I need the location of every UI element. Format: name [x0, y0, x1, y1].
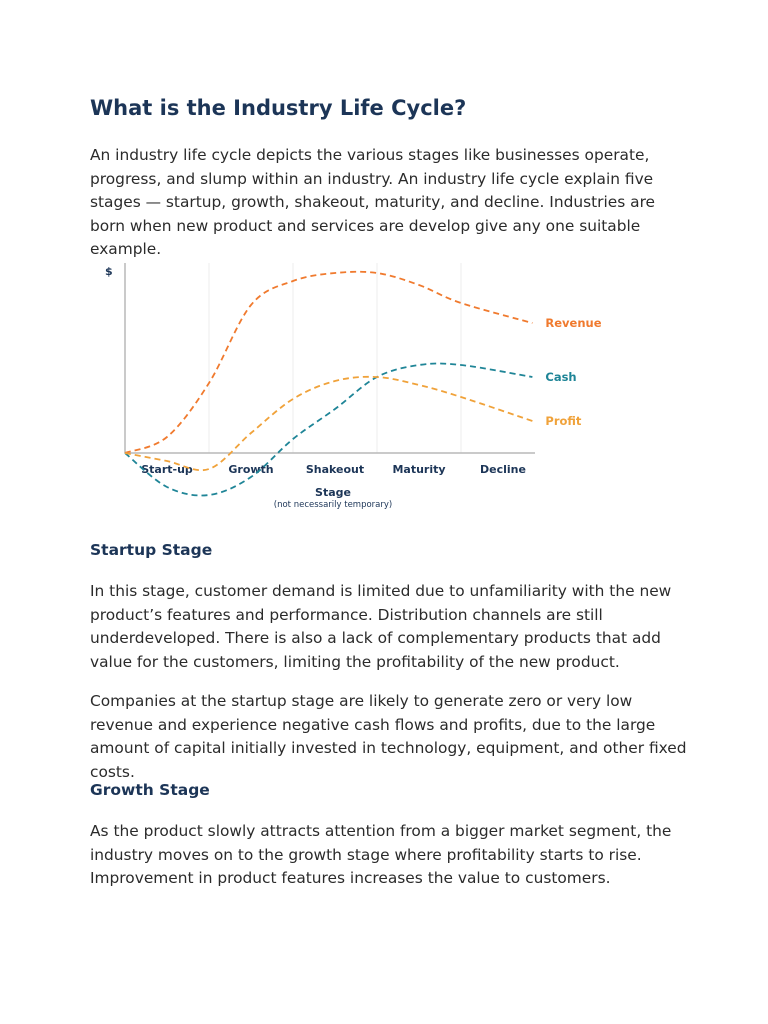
series-label-profit: Profit	[545, 414, 582, 428]
y-axis-label: $	[105, 265, 113, 278]
intro-paragraph: An industry life cycle depicts the various stages like businesses operate, progress, and slump within an industry. An industry life cycle explain five stages — startup, growth, shakeout, maturity, and decline. Industries are born when new product and services are develop give any one suitable example.	[90, 146, 656, 258]
series-label-cash: Cash	[545, 370, 577, 384]
x-tick-label-growth: Growth	[228, 463, 274, 476]
x-tick-label-maturity: Maturity	[392, 463, 446, 476]
growth-paragraph-1: As the product slowly attracts attention from a bigger market segment, the industry moves on to the growth stage where profitability starts to rise. Improvement in product features increases the value to customers.	[90, 822, 672, 887]
chart-series-labels	[545, 316, 601, 428]
series-line-revenue	[125, 272, 532, 453]
x-tick-label-decline: Decline	[480, 463, 526, 476]
chart-gridlines	[209, 263, 461, 453]
x-axis-note: (not necessarily temporary)	[273, 500, 393, 510]
startup-paragraph-1: In this stage, customer demand is limited due to unfamiliarity with the new product’s features and performance. Distribution channels are still underdeveloped. There is also a lack of complementary products that add value for the customers, limiting the profitability of the new product.	[90, 582, 672, 671]
x-axis-label: Stage	[315, 486, 351, 499]
startup-paragraph-2: Companies at the startup stage are likely to generate zero or very low revenue and experience negative cash flows and profits, due to the large amount of capital initially invested in technology, equipment, and other fixed costs.	[90, 692, 687, 781]
series-label-revenue: Revenue	[545, 316, 602, 330]
growth-stage-heading: Growth Stage	[90, 781, 210, 799]
x-tick-label-startup: Start-up	[141, 463, 193, 476]
series-line-profit	[125, 377, 532, 470]
x-tick-label-shakeout: Shakeout	[305, 463, 365, 476]
page-title: What is the Industry Life Cycle?	[90, 96, 467, 120]
startup-stage-heading: Startup Stage	[90, 541, 213, 559]
industry-life-cycle-chart	[95, 255, 625, 515]
chart-series-lines	[125, 272, 532, 496]
